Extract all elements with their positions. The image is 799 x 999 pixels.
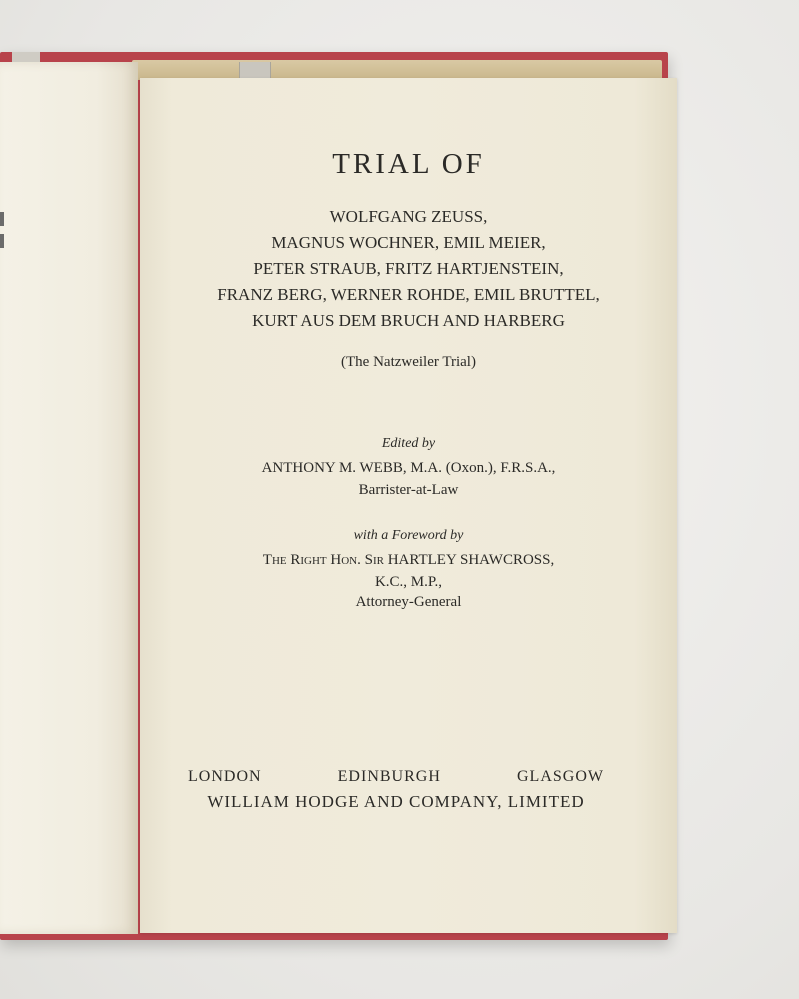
foreword-role: Attorney-General	[355, 594, 462, 610]
defendant-line: KURT AUS DEM BRUCH AND HARBERG	[252, 311, 565, 330]
city-edinburgh: EDINBURGH	[337, 768, 441, 785]
left-page	[0, 62, 138, 934]
page-title: TRIAL OF	[332, 148, 485, 180]
defendant-line: MAGNUS WOCHNER, EMIL MEIER,	[271, 233, 546, 252]
title-page-text	[140, 78, 677, 933]
defendants-list	[140, 204, 677, 334]
foreword-author: The Right Hon. Sir HARTLEY SHAWCROSS,	[262, 552, 555, 568]
defendant-line: WOLFGANG ZEUSS,	[329, 207, 488, 226]
foreword-label: with a Foreword by	[353, 528, 464, 543]
publisher-cities	[188, 768, 604, 786]
defendant-line: FRANZ BERG, WERNER ROHDE, EMIL BRUTTEL,	[217, 285, 600, 304]
title-page	[140, 78, 677, 933]
editor-title: Barrister-at-Law	[358, 482, 459, 498]
headband	[239, 62, 271, 78]
editor-name: ANTHONY M. WEBB, M.A. (Oxon.), F.R.S.A.,	[261, 460, 556, 476]
publisher-name: WILLIAM HODGE AND COMPANY, LIMITED	[207, 792, 585, 811]
city-london: LONDON	[188, 768, 262, 785]
subtitle: (The Natzweiler Trial)	[341, 354, 476, 370]
bleed-mark	[0, 234, 4, 248]
defendant-line: PETER STRAUB, FRITZ HARTJENSTEIN,	[253, 259, 564, 278]
edited-by-label: Edited by	[381, 436, 436, 451]
bleed-mark	[0, 212, 4, 226]
city-glasgow: GLASGOW	[516, 768, 604, 785]
page-block-top-edge	[132, 60, 662, 80]
foreword-honours: K.C., M.P.,	[374, 574, 443, 590]
